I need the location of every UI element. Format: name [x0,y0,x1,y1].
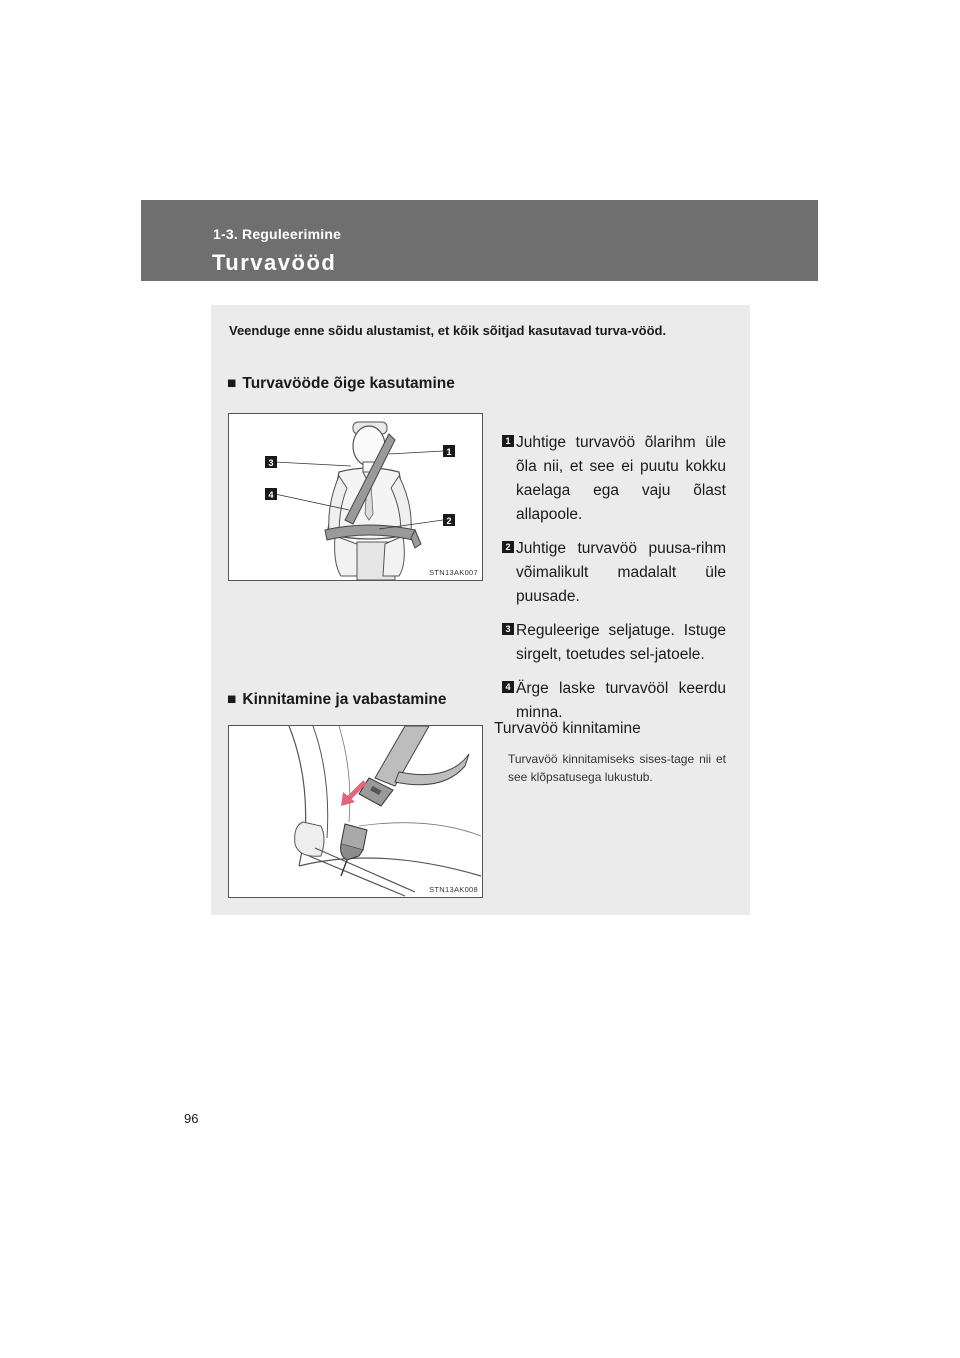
svg-text:2: 2 [446,516,452,526]
section-heading-label: Turvavööde õige kasutamine [242,375,455,392]
svg-text:1: 1 [446,447,452,457]
step-text: Ärge laske turvavööl keerdu minna. [516,680,726,721]
section-heading-fastening [227,691,447,709]
step-number-badge: 1 [502,435,514,447]
content-panel [211,305,750,915]
callout-badge-4 [265,488,277,500]
seatbelt-position-figure [228,413,483,581]
instruction-list [502,431,726,735]
buckle-figure [228,725,483,898]
svg-text:4: 4 [268,490,274,500]
list-item [502,431,726,527]
chapter-header [141,200,818,281]
fastening-description: Turvavöö kinnitamiseks sises-tage nii et see klõpsatusega lukustub. [508,752,726,784]
section-heading-correct-use [227,375,455,393]
section-label: 1-3. Reguleerimine [213,226,342,242]
intro-text: Veenduge enne sõidu alustamist, et kõik sõitjad kasutavad turva-vööd. [229,323,667,338]
list-item [502,619,726,667]
square-bullet-icon: ■ [227,375,237,392]
callout-badge-3 [265,456,277,468]
callout-badge-1 [443,445,455,457]
step-text: Reguleerige seljatuge. Istuge sirgelt, toetudes sel-jatoele. [516,622,726,663]
step-number-badge: 4 [502,681,514,693]
figure-code: STN13AK007 [429,568,478,577]
page-title: Turvavööd [212,250,337,275]
page-number: 96 [184,1111,199,1126]
step-text: Juhtige turvavöö puusa-rihm võimalikult madalalt üle puusade. [516,540,726,605]
section-heading-label: Kinnitamine ja vabastamine [242,691,447,708]
seated-person-illustration [229,414,482,580]
seat-buckle-illustration [229,726,482,897]
step-number-badge: 3 [502,623,514,635]
subheading-fastening: Turvavöö kinnitamine [494,720,641,737]
step-text: Juhtige turvavöö õlarihm üle õla nii, et see ei puutu kokku kaelaga ega vaju õlast allapoole. [516,434,726,523]
callout-badge-2 [443,514,455,526]
square-bullet-icon: ■ [227,691,237,708]
step-number-badge: 2 [502,541,514,553]
list-item [502,677,726,725]
list-item [502,537,726,609]
figure-code: STN13AK008 [429,885,478,894]
svg-text:3: 3 [268,458,274,468]
